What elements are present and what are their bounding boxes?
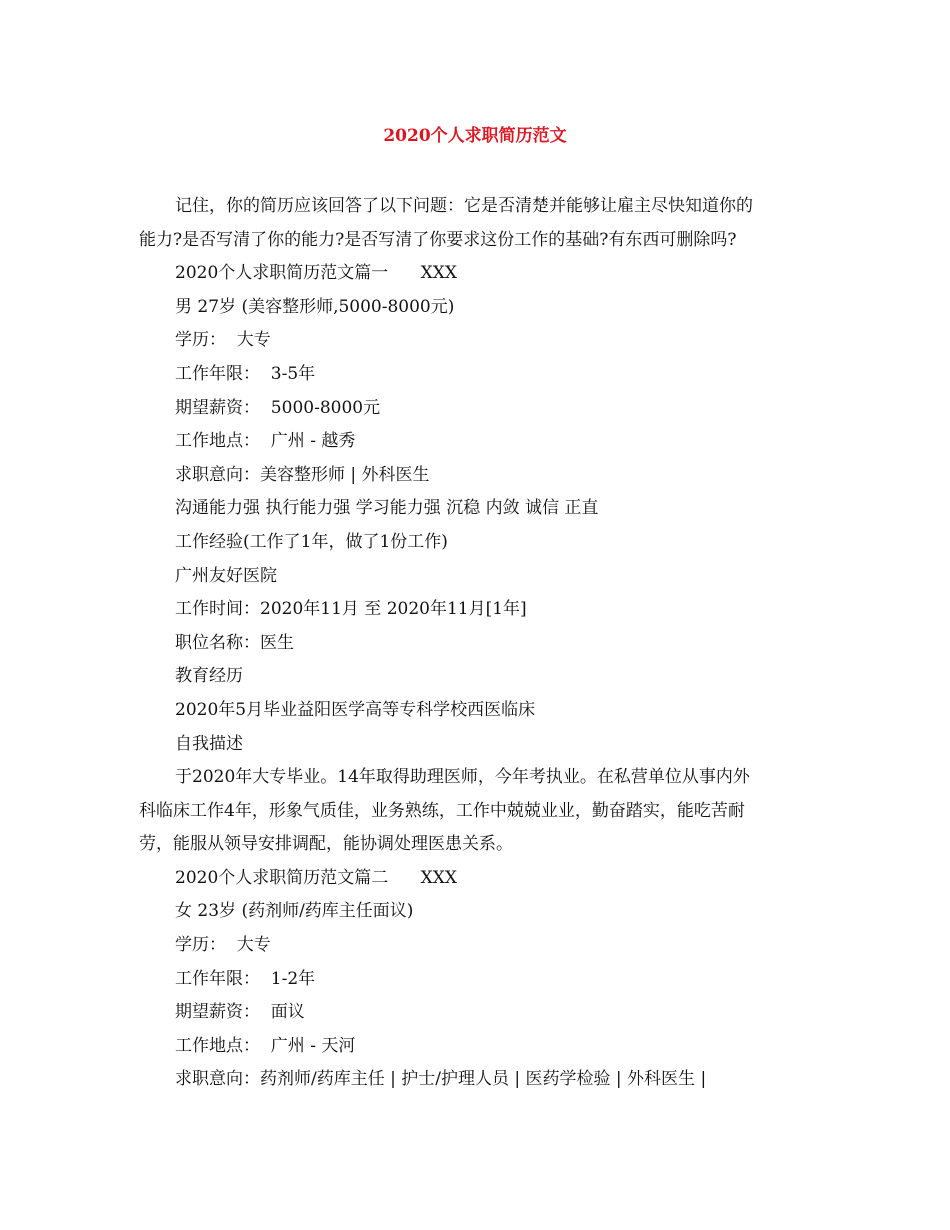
text-line: 教育经历 bbox=[175, 666, 243, 687]
text-line: 记住，你的简历应该回答了以下问题：它是否清楚并能够让雇主尽快知道你的 bbox=[175, 196, 753, 216]
text-line: 劳，能服从领导安排调配，能协调处理医患关系。 bbox=[139, 834, 513, 855]
text-line: 求职意向：药剂师/药库主任 | 护士/护理人员 | 医药学检验 | 外科医生 | bbox=[175, 1069, 707, 1090]
text-line: 科临床工作4年，形象气质佳，业务熟练，工作中兢兢业业，勤奋踏实，能吃苦耐 bbox=[139, 800, 745, 821]
text-line: 工作年限： 1-2年 bbox=[175, 968, 316, 989]
text-line: 自我描述 bbox=[175, 733, 243, 754]
text-line: 沟通能力强 执行能力强 学习能力强 沉稳 内敛 诚信 正直 bbox=[175, 498, 599, 519]
text-line: 工作经验(工作了1年，做了1份工作) bbox=[175, 531, 448, 552]
text-line: 2020个人求职简历范文篇二 XXX bbox=[175, 867, 457, 888]
text-line: 职位名称：医生 bbox=[175, 632, 294, 653]
text-line: 女 23岁 (药剂师/药库主任面议) bbox=[175, 901, 414, 922]
text-line: 2020年5月毕业益阳医学高等专科学校西医临床 bbox=[175, 699, 536, 720]
text-line: 工作地点： 广州 - 天河 bbox=[175, 1035, 356, 1056]
page-title: 2020个人求职简历范文 bbox=[383, 126, 567, 146]
text-line: 期望薪资： 面议 bbox=[175, 1002, 305, 1023]
text-line: 能力?是否写清了你的能力?是否写清了你要求这份工作的基础?有东西可删除吗? bbox=[139, 229, 737, 250]
text-line: 于2020年大专毕业。14年取得助理医师，今年考执业。在私营单位从事内外 bbox=[175, 767, 750, 788]
text-line: 求职意向：美容整形师 | 外科医生 bbox=[175, 464, 430, 485]
text-line: 工作时间：2020年11月 至 2020年11月[1年] bbox=[175, 599, 527, 620]
document-body bbox=[139, 190, 819, 1097]
text-line: 男 27岁 (美容整形师,5000-8000元) bbox=[175, 296, 455, 317]
text-line: 工作地点： 广州 - 越秀 bbox=[175, 431, 356, 452]
text-line: 广州友好医院 bbox=[175, 565, 277, 586]
text-line: 2020个人求职简历范文篇一 XXX bbox=[175, 263, 457, 284]
text-line: 期望薪资： 5000-8000元 bbox=[175, 397, 381, 418]
text-line: 学历： 大专 bbox=[175, 935, 271, 956]
text-line: 学历： 大专 bbox=[175, 330, 271, 351]
text-line: 工作年限： 3-5年 bbox=[175, 363, 316, 384]
